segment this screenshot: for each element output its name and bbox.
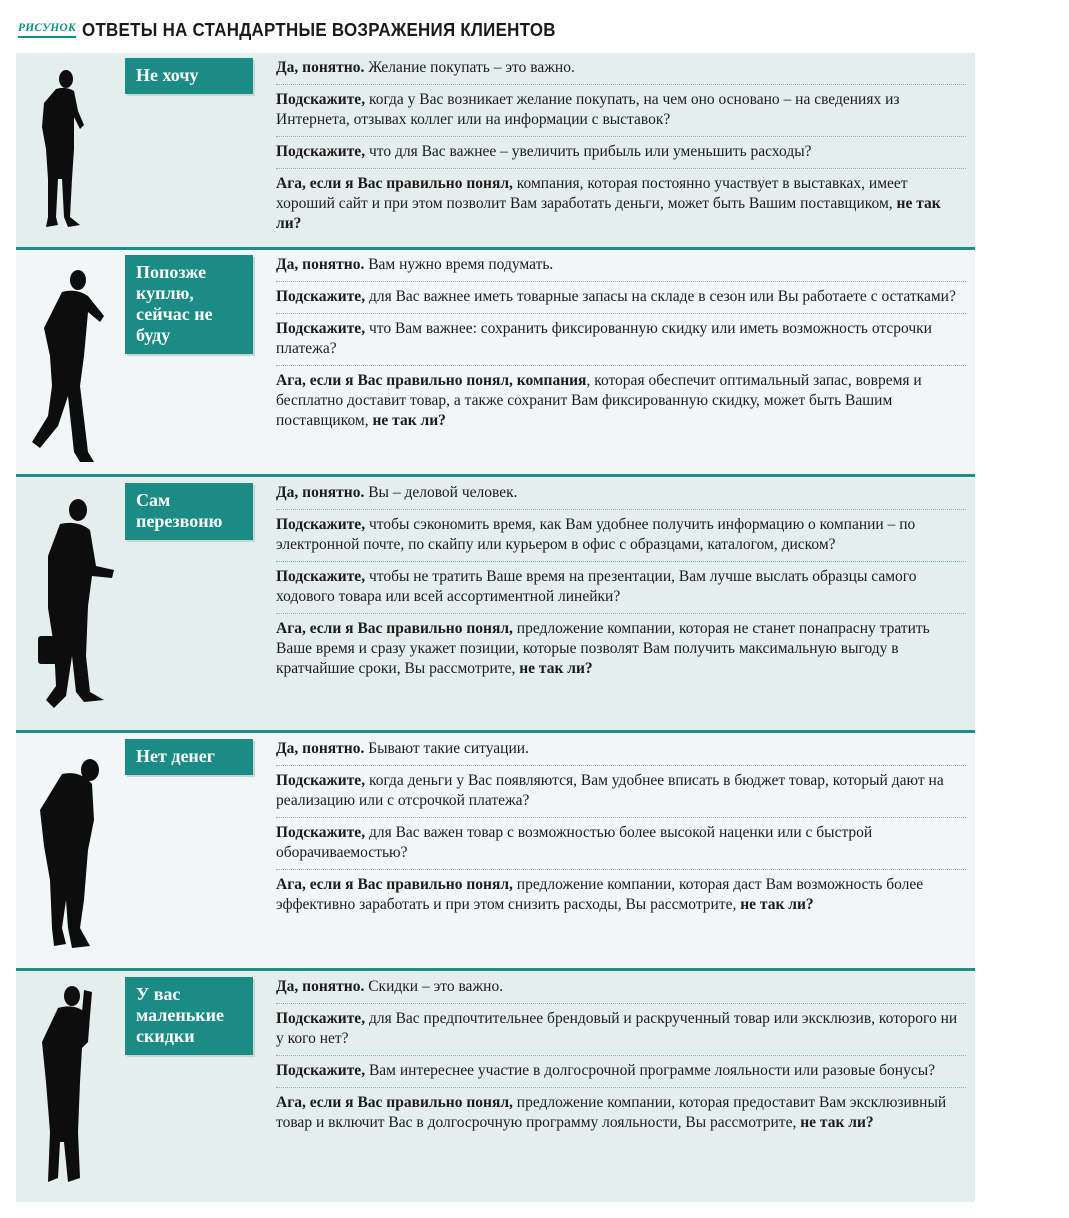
objection-section-later	[16, 250, 975, 474]
answer-row: Ага, если я Вас правильно понял, компания, которая обеспечит оптимальный запас, вовремя и бесплатно доставит товар, а также сохранит Вам фиксированную скидку, может быть Вашим поставщиком, не так ли?	[276, 372, 922, 429]
answer-row: Подскажите, для Вас предпочтительнее брендовый и раскрученный товар или эксклюзив, которого ни у кого нет?	[276, 1004, 966, 1056]
answer-row: Да, понятно. Вам нужно время подумать.	[276, 250, 966, 282]
section-divider	[16, 730, 975, 733]
answer-list	[276, 478, 966, 685]
answer-list	[276, 53, 966, 240]
answer-row: Да, понятно. Бывают такие ситуации.	[276, 734, 966, 766]
answer-row: Подскажите, что Вам важнее: сохранить фиксированную скидку или иметь возможность отсрочки платежа?	[276, 314, 966, 366]
page-title: ОТВЕТЫ НА СТАНДАРТНЫЕ ВОЗРАЖЕНИЯ КЛИЕНТОВ	[81, 19, 556, 40]
objection-label: Попозже куплю, сейчас не буду	[125, 255, 253, 354]
answer-list	[276, 250, 966, 437]
answer-row: Подскажите, когда у Вас возникает желание покупать, на чем оно основано – на сведениях из Интернета, отзывах коллег или на информации с выставок?	[276, 85, 966, 137]
answer-row: Подскажите, для Вас важен товар с возможностью более высокой наценки или с быстрой оборачиваемостью?	[276, 818, 966, 870]
walking-man-watch-icon	[18, 266, 118, 466]
objection-label: Нет денег	[125, 739, 253, 775]
man-on-phone-icon	[18, 982, 118, 1190]
objection-section-call-back	[16, 478, 975, 730]
answer-list	[276, 734, 966, 921]
answer-row: Ага, если я Вас правильно понял, компания, которая постоянно участвует в выставках, имеет хороший сайт и при этом позволит Вам заработать деньги, может быть Вашим поставщиком, не так ли?	[276, 175, 941, 232]
objection-section-no-money	[16, 734, 975, 968]
figure-header	[18, 16, 586, 44]
answer-list	[276, 972, 966, 1139]
standing-man-icon	[18, 67, 118, 235]
man-with-briefcase-phone-icon	[18, 496, 118, 712]
figure-tag: РИСУНОК	[18, 22, 76, 38]
objection-label: У вас маленькие скидки	[125, 977, 253, 1055]
answer-row: Подскажите, чтобы сэкономить время, как Вам удобнее получить информацию о компании – по электронной почте, по скайпу или курьером в офис с образцами, каталогом, диском?	[276, 510, 966, 562]
answer-row: Да, понятно. Скидки – это важно.	[276, 972, 966, 1004]
answer-row: Подскажите, чтобы не тратить Ваше время на презентации, Вам лучше выслать образцы самого ходового товара или всей ассортиментной линейки?	[276, 562, 966, 614]
man-head-down-icon	[18, 750, 118, 954]
answer-row: Подскажите, что для Вас важнее – увеличить прибыль или уменьшить расходы?	[276, 137, 966, 169]
answer-row: Ага, если я Вас правильно понял, предложение компании, которая предоставит Вам эксклюзивный товар и включит Вас в долгосрочную программу лояльности, Вы рассмотрите, не так ли?	[276, 1094, 947, 1131]
answer-row: Ага, если я Вас правильно понял, предложение компании, которая даст Вам возможность более эффективно заработать и при этом снизить расходы, Вы рассмотрите, не так ли?	[276, 876, 924, 913]
objection-label: Не хочу	[125, 58, 253, 94]
answer-row: Подскажите, когда деньги у Вас появляются, Вам удобнее вписать в бюджет товар, который дают на реализацию или с отсрочкой платежа?	[276, 766, 966, 818]
objection-section-not-want	[16, 53, 975, 247]
answer-row: Подскажите, для Вас важнее иметь товарные запасы на складе в сезон или Вы работаете с остатками?	[276, 282, 966, 314]
answer-row: Да, понятно. Желание покупать – это важно.	[276, 53, 966, 85]
answer-row: Подскажите, Вам интереснее участие в долгосрочной программе лояльности или разовые бонусы?	[276, 1056, 966, 1088]
section-divider	[16, 474, 975, 477]
answer-row: Ага, если я Вас правильно понял, предложение компании, которая не станет понапрасну тратить Ваше время и сразу укажет позиции, которые позволят Вам получить максимальную выгоду в кратчайшие сроки, Вы рассмотрите, не так ли?	[276, 620, 930, 677]
section-divider	[16, 968, 975, 971]
objection-label: Сам перезвоню	[125, 483, 253, 540]
objection-section-small-discounts	[16, 972, 975, 1202]
answer-row: Да, понятно. Вы – деловой человек.	[276, 478, 966, 510]
